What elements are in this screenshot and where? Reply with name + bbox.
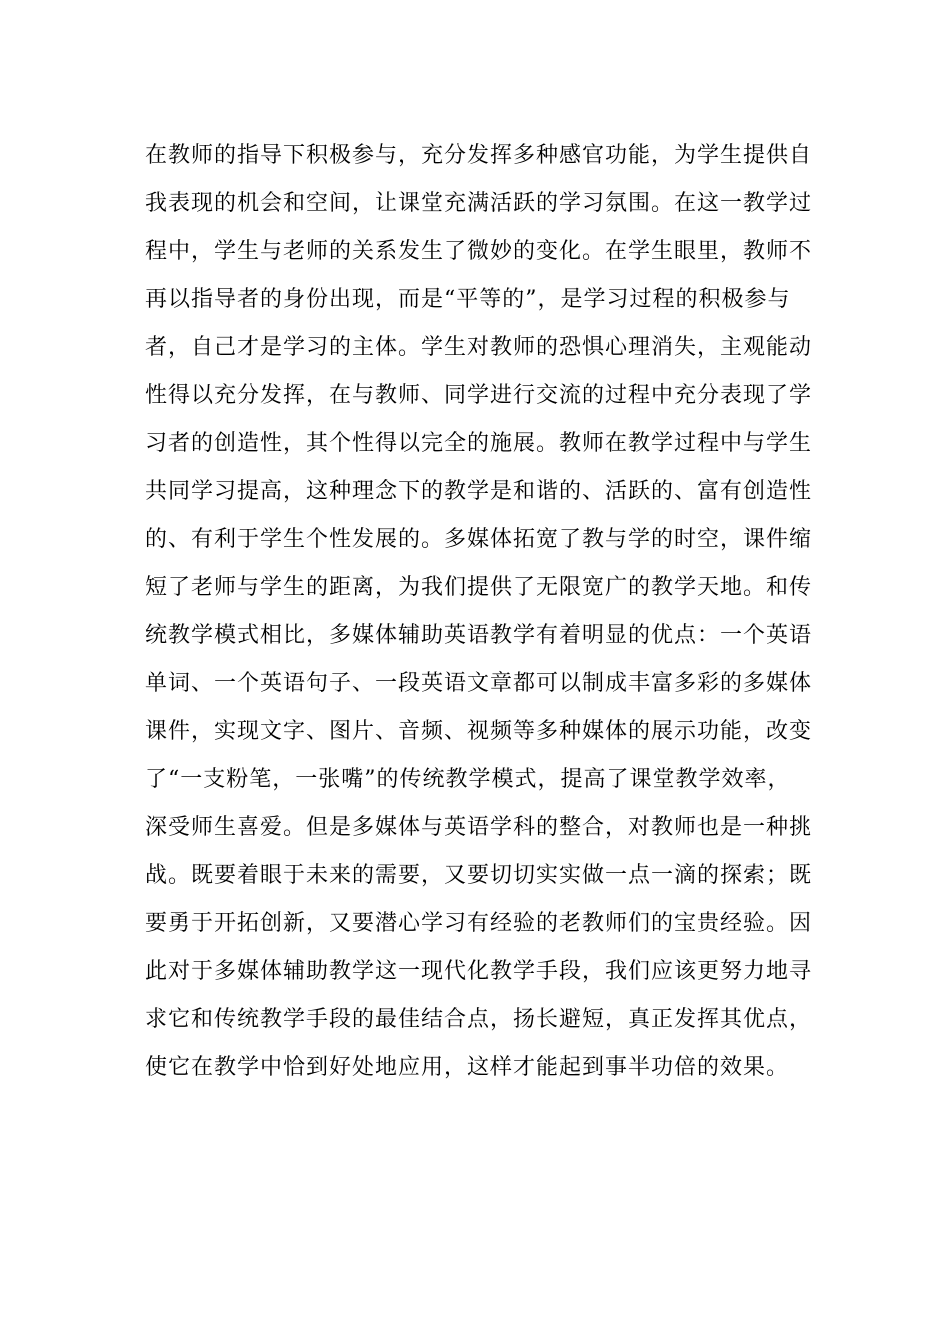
text-line: 此对于多媒体辅助教学这一现代化教学手段，我们应该更努力地寻: [145, 959, 813, 984]
text-line: 者，自己才是学习的主体。学生对教师的恐惧心理消失，主观能动: [145, 335, 813, 360]
text-line: 深受师生喜爱。但是多媒体与英语学科的整合，对教师也是一种挑: [145, 815, 813, 840]
text-line: 共同学习提高，这种理念下的教学是和谐的、活跃的、富有创造性: [145, 479, 813, 504]
text-line: 单词、一个英语句子、一段英语文章都可以制成丰富多彩的多媒体: [145, 671, 813, 696]
body-paragraph: [145, 132, 813, 1092]
text-line: 使它在教学中恰到好处地应用，这样才能起到事半功倍的效果。: [145, 1055, 790, 1080]
text-line: 的、有利于学生个性发展的。多媒体拓宽了教与学的时空，课件缩: [145, 527, 813, 552]
text-line: 习者的创造性，其个性得以完全的施展。教师在教学过程中与学生: [145, 431, 813, 456]
text-line: 课件，实现文字、图片、音频、视频等多种媒体的展示功能，改变: [145, 719, 813, 744]
text-line: 在教师的指导下积极参与，充分发挥多种感官功能，为学生提供自: [145, 143, 813, 168]
text-line: 求它和传统教学手段的最佳结合点，扬长避短，真正发挥其优点，: [145, 1007, 813, 1032]
text-line: 短了老师与学生的距离，为我们提供了无限宽广的教学天地。和传: [145, 575, 813, 600]
text-line: 战。既要着眼于未来的需要，又要切切实实做一点一滴的探索；既: [145, 863, 813, 888]
text-line: 再以指导者的身份出现，而是“平等的”，是学习过程的积极参与: [145, 287, 791, 312]
text-line: 了“一支粉笔，一张嘴”的传统教学模式，提高了课堂教学效率，: [145, 767, 791, 792]
text-line: 我表现的机会和空间，让课堂充满活跃的学习氛围。在这一教学过: [145, 191, 813, 216]
text-line: 统教学模式相比，多媒体辅助英语教学有着明显的优点：一个英语: [145, 623, 813, 648]
text-line: 要勇于开拓创新，又要潜心学习有经验的老教师们的宝贵经验。因: [145, 911, 813, 936]
text-line: 性得以充分发挥，在与教师、同学进行交流的过程中充分表现了学: [145, 383, 813, 408]
text-line: 程中，学生与老师的关系发生了微妙的变化。在学生眼里，教师不: [145, 239, 813, 264]
